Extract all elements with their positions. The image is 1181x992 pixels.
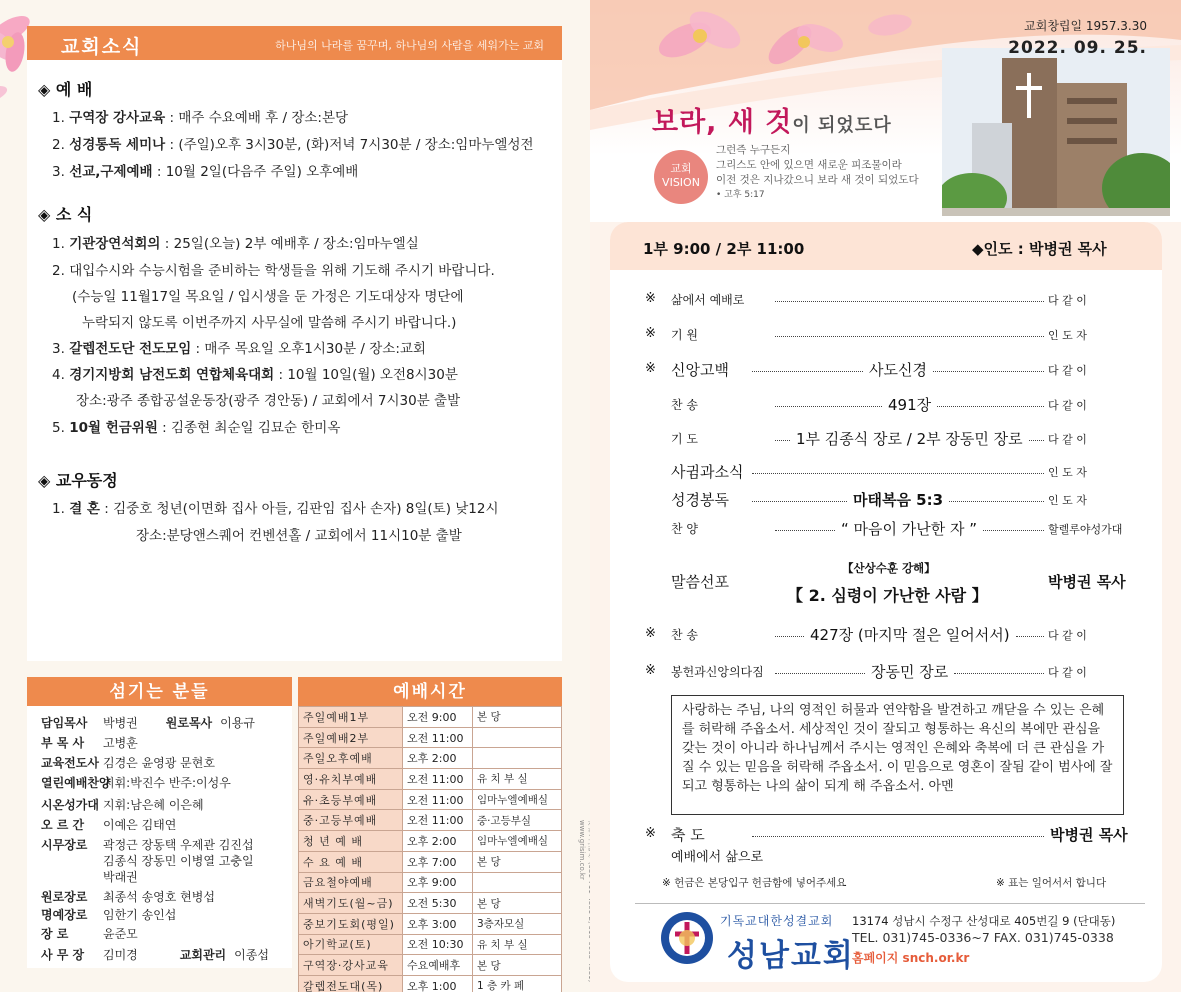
order-item-label: 찬 송 bbox=[671, 628, 698, 642]
order-item-label: 삶에서 예배로 bbox=[671, 293, 745, 307]
staff-role: 열린예배찬양 bbox=[41, 776, 111, 790]
service-time: 오전 11:00 bbox=[403, 727, 473, 748]
staff-row bbox=[41, 836, 254, 853]
denomination: 기독교대한성결교회 bbox=[720, 914, 834, 928]
service-name: 영·유치부예배 bbox=[299, 769, 403, 790]
staff-row bbox=[41, 734, 138, 751]
staff-row bbox=[41, 906, 176, 923]
order-item-content: 장동민 장로 bbox=[871, 663, 949, 681]
times-row bbox=[299, 934, 562, 955]
news-item: 1. 기관장연석회의 : 25일(오늘) 2부 예배후 / 장소:임마누엘실 bbox=[52, 236, 419, 252]
staff-names: 김종식 장동민 이병열 고충일 bbox=[103, 854, 254, 868]
service-name: 갈렙전도대(목) bbox=[299, 975, 403, 992]
service-time: 오전 11:00 bbox=[403, 789, 473, 810]
benediction-sub: 예배에서 삶으로 bbox=[671, 850, 764, 865]
staff-role: 시무장로 bbox=[41, 838, 88, 852]
staff-names: 이예은 김태연 bbox=[103, 818, 177, 832]
staff-names: 임한기 송인섭 bbox=[103, 908, 177, 922]
order-item-content: 1부 김종식 장로 / 2부 장동민 장로 bbox=[796, 430, 1023, 448]
service-place bbox=[473, 748, 562, 769]
staff-box bbox=[27, 706, 292, 968]
print-credit: www.grisim.co.kr bbox=[578, 820, 586, 880]
order-item-content: 마태복음 5:3 bbox=[853, 491, 944, 509]
church-name: 성남교회 bbox=[727, 938, 855, 974]
times-row bbox=[299, 810, 562, 831]
sermon-series: 【산상수훈 강해】 bbox=[842, 561, 936, 575]
staff-row bbox=[41, 868, 138, 885]
dot-leader bbox=[775, 336, 1044, 337]
service-place: 임마누엘예배실 bbox=[473, 789, 562, 810]
staff-role: 시온성가대 bbox=[41, 798, 99, 812]
service-time: 오전 11:00 bbox=[403, 769, 473, 790]
service-name: 유·초등부예배 bbox=[299, 789, 403, 810]
stand-marker: ※ bbox=[645, 626, 656, 641]
service-name: 구역장·강사교육 bbox=[299, 955, 403, 976]
staff-names: 이용규 bbox=[220, 716, 255, 730]
times-row bbox=[299, 851, 562, 872]
news-heading: ◈ 소 식 bbox=[38, 205, 93, 224]
service-time: 오후 2:00 bbox=[403, 831, 473, 852]
dot-leader bbox=[775, 440, 790, 441]
dot-leader bbox=[775, 530, 835, 531]
times-row bbox=[299, 789, 562, 810]
service-time: 수요예배후 bbox=[403, 955, 473, 976]
dot-leader bbox=[752, 836, 1044, 837]
dot-leader bbox=[752, 501, 847, 502]
service-time: 1부 9:00 / 2부 11:00 bbox=[643, 240, 805, 258]
order-item-label: 사귐과소식 bbox=[671, 463, 744, 481]
staff-row bbox=[41, 816, 176, 833]
times-row bbox=[299, 893, 562, 914]
prayer-box: 사랑하는 주님, 나의 영적인 허물과 연약함을 발견하고 깨닫을 수 있는 은혜를 허락해 주옵소서. 세상적인 것이 잘되고 형통하는 욕신의 복에만 관심을 갖는 것이 아니라 하나님께서 주시는 영적인 은혜와 축복에 더 큰 관심을 가질 수 있는 믿음을 허락해 주옵소서. 이 믿음으로 영혼이 잘됨 같이 범사에 잘되고 형통하는 나의 삶이 되게 해 주옵소서. 아멘 bbox=[671, 695, 1124, 815]
staff-row bbox=[41, 774, 231, 791]
service-place: 본 당 bbox=[473, 955, 562, 976]
worship-item: 3. 선교,구제예배 : 10월 2일(다음주 주일) 오후예배 bbox=[52, 164, 359, 180]
order-item-leader: 인 도 자 bbox=[1048, 329, 1087, 342]
sermon-preacher: 박병권 목사 bbox=[1048, 573, 1126, 591]
bulletin-date: 2022. 09. 25. bbox=[1008, 38, 1147, 58]
sermon-label: 말씀선포 bbox=[671, 573, 729, 591]
church-homepage[interactable]: 홈페이지 snch.or.kr bbox=[852, 951, 970, 965]
service-time: 오후 2:00 bbox=[403, 748, 473, 769]
service-place: 본 당 bbox=[473, 851, 562, 872]
fellow-item: 장소:분당앤스퀘어 컨벤션홀 / 교회에서 11시10분 출발 bbox=[136, 528, 462, 544]
service-time: 오후 7:00 bbox=[403, 851, 473, 872]
order-item-label: 신앙고백 bbox=[671, 361, 729, 379]
times-header: 예배시간 bbox=[298, 677, 562, 707]
service-time: 오전 9:00 bbox=[403, 707, 473, 728]
dot-leader bbox=[775, 301, 1044, 302]
news-item: 5. 10월 헌금위원 : 김종현 최순일 김묘순 한미옥 bbox=[52, 420, 341, 436]
dot-leader bbox=[1029, 440, 1044, 441]
service-time: 오전 10:30 bbox=[403, 934, 473, 955]
dot-leader bbox=[1016, 636, 1044, 637]
order-item-leader: 인 도 자 bbox=[1048, 466, 1087, 479]
stand-marker: ※ bbox=[645, 663, 656, 678]
times-row bbox=[299, 872, 562, 893]
service-name: 청 년 예 배 bbox=[299, 831, 403, 852]
order-item-content: 사도신경 bbox=[869, 361, 927, 379]
service-time: 오후 3:00 bbox=[403, 913, 473, 934]
staff-role: 교육전도사 bbox=[41, 756, 99, 770]
times-row bbox=[299, 831, 562, 852]
staff-names: 박병권 bbox=[103, 716, 138, 730]
news-header bbox=[27, 26, 562, 60]
church-phone: TEL. 031)745-0336~7 FAX. 031)745-0338 bbox=[852, 930, 1114, 945]
times-row bbox=[299, 707, 562, 728]
stand-marker: ※ bbox=[645, 326, 656, 341]
worship-item: 1. 구역장 강사교육 : 매주 수요예배 후 / 장소:본당 bbox=[52, 110, 349, 126]
service-place: 본 당 bbox=[473, 707, 562, 728]
order-item-leader: 다 같 이 bbox=[1048, 666, 1087, 679]
staff-names: 이종섭 bbox=[234, 948, 269, 962]
fellow-item: 1. 결 혼 : 김중호 청년(이면화 집사 아들, 김판임 집사 손자) 8일(토) 낮12시 bbox=[52, 501, 499, 517]
staff-header: 섬기는 분들 bbox=[27, 677, 292, 707]
dot-leader bbox=[983, 530, 1044, 531]
news-item: (수능일 11월17일 목요일 / 입시생을 둔 가정은 기도대상자 명단에 bbox=[72, 289, 464, 305]
service-name: 주일예배2부 bbox=[299, 727, 403, 748]
times-row bbox=[299, 975, 562, 992]
staff-role: 원로목사 bbox=[165, 716, 213, 730]
staff-role: 오 르 간 bbox=[41, 818, 85, 832]
staff-role: 장 로 bbox=[41, 927, 69, 941]
vision-badge: 교회 VISION bbox=[654, 150, 708, 204]
staff-names: 최종석 송영호 현병섭 bbox=[103, 890, 215, 904]
order-item-leader: 다 같 이 bbox=[1048, 399, 1087, 412]
established-date: 교회창립일 1957.3.30 bbox=[1024, 19, 1147, 33]
news-item: 4. 경기지방회 남전도회 연합체육대회 : 10월 10일(월) 오전8시30분 bbox=[52, 367, 458, 383]
dot-leader bbox=[752, 371, 863, 372]
worship-times-table bbox=[298, 706, 562, 992]
staff-names: 지휘:박진수 반주:이성우 bbox=[103, 776, 231, 790]
service-name: 아기학교(토) bbox=[299, 934, 403, 955]
order-item-label: 기 원 bbox=[671, 328, 698, 342]
service-time: 오전 5:30 bbox=[403, 893, 473, 914]
news-item: 장소:광주 종합공설운동장(광주 경안동) / 교회에서 7시30분 출발 bbox=[76, 393, 461, 409]
service-place: 유 치 부 실 bbox=[473, 934, 562, 955]
times-row bbox=[299, 913, 562, 934]
church-building-image bbox=[942, 48, 1170, 216]
staff-row bbox=[41, 714, 255, 731]
times-row bbox=[299, 727, 562, 748]
order-item-label: 기 도 bbox=[671, 432, 698, 446]
staff-names: 김경은 윤영광 문현호 bbox=[103, 756, 215, 770]
church-logo-icon bbox=[656, 910, 718, 966]
dot-leader bbox=[937, 406, 1044, 407]
staff-role: 명예장로 bbox=[41, 908, 88, 922]
worship-heading: ◈ 예 배 bbox=[38, 80, 93, 99]
service-place: 1 층 카 페 bbox=[473, 975, 562, 992]
staff-row bbox=[41, 852, 254, 869]
stand-marker: ※ bbox=[645, 291, 656, 306]
service-time: 오후 1:00 bbox=[403, 975, 473, 992]
fellow-heading: ◈ 교우동정 bbox=[38, 471, 118, 490]
staff-role: 부 목 사 bbox=[41, 736, 85, 750]
staff-role: 교회관리 bbox=[179, 948, 227, 962]
service-time: 오전 11:00 bbox=[403, 810, 473, 831]
times-row bbox=[299, 769, 562, 790]
news-item: 누락되지 않도록 이번주까지 사무실에 말씀해 주시기 바랍니다.) bbox=[82, 315, 457, 331]
service-place: 유 치 부 실 bbox=[473, 769, 562, 790]
service-name: 수 요 예 배 bbox=[299, 851, 403, 872]
news-title: 교회소식 bbox=[61, 36, 143, 58]
order-item-label: 찬 송 bbox=[671, 398, 698, 412]
service-place: 3층자모실 bbox=[473, 913, 562, 934]
staff-role: 담임목사 bbox=[41, 716, 88, 730]
staff-row bbox=[41, 796, 204, 813]
service-place bbox=[473, 727, 562, 748]
service-place: 중·고등부실 bbox=[473, 810, 562, 831]
service-name: 주일오후예배 bbox=[299, 748, 403, 769]
staff-names: 고병훈 bbox=[103, 736, 138, 750]
order-item-label: 찬 양 bbox=[671, 522, 698, 536]
dot-leader bbox=[752, 473, 1044, 474]
dot-leader bbox=[775, 636, 804, 637]
staff-row bbox=[41, 925, 138, 942]
order-item-leader: 할렐루야성가대 bbox=[1048, 523, 1123, 536]
offering-note: ※ 헌금은 본당입구 헌금함에 넣어주세요 bbox=[662, 877, 847, 889]
staff-names: 윤준모 bbox=[103, 927, 138, 941]
order-item-leader: 다 같 이 bbox=[1048, 433, 1087, 446]
service-name: 중·고등부예배 bbox=[299, 810, 403, 831]
staff-row bbox=[41, 754, 215, 771]
benediction-leader: 박병권 목사 bbox=[1050, 826, 1128, 844]
benediction-label: 축 도 bbox=[671, 826, 705, 844]
stand-marker: ※ bbox=[645, 826, 656, 841]
sermon-title: 【 2. 심령이 가난한 사람 】 bbox=[787, 586, 988, 605]
service-time: 오후 9:00 bbox=[403, 872, 473, 893]
staff-names: 김미경 bbox=[103, 948, 138, 962]
church-address: 13174 성남시 수정구 산성대로 405번길 9 (단대동) bbox=[852, 914, 1116, 928]
service-name: 새벽기도(월~금) bbox=[299, 893, 403, 914]
service-place: 임마누엘예배실 bbox=[473, 831, 562, 852]
order-item-leader: 다 같 이 bbox=[1048, 364, 1087, 377]
order-item-content: 491장 bbox=[888, 396, 932, 414]
stand-note: ※ 표는 일어서서 합니다 bbox=[996, 877, 1107, 889]
staff-role: 사 무 장 bbox=[41, 948, 85, 962]
staff-names: 지휘:남은혜 이은혜 bbox=[103, 798, 204, 812]
service-name: 주일예배1부 bbox=[299, 707, 403, 728]
news-subtitle: 하나님의 나라를 꿈꾸며, 하나님의 사람을 세워가는 교회 bbox=[275, 39, 544, 52]
dot-leader bbox=[933, 371, 1044, 372]
times-row bbox=[299, 748, 562, 769]
order-item-content: 427장 (마지막 절은 일어서서) bbox=[810, 626, 1010, 644]
vision-verse: 그런즉 누구든지 그리스도 안에 있으면 새로운 피조물이라 이전 것은 지나갔으니 보라 새 것이 되었도다 • 고후 5:17 bbox=[716, 144, 919, 200]
service-place bbox=[473, 872, 562, 893]
news-item: 2. 대입수시와 수능시험을 준비하는 학생들을 위해 기도해 주시기 바랍니다. bbox=[52, 263, 495, 279]
dot-leader bbox=[775, 406, 882, 407]
service-leader: ◆인도 : 박병권 목사 bbox=[972, 240, 1107, 258]
dot-leader bbox=[775, 673, 865, 674]
order-item-content: “ 마음이 가난한 자 ” bbox=[841, 520, 978, 538]
news-item: 3. 갈렙전도단 전도모임 : 매주 목요일 오후1시30분 / 장소:교회 bbox=[52, 341, 426, 357]
stand-marker: ※ bbox=[645, 361, 656, 376]
church-motto: 보라, 새 것이 되었도다 bbox=[652, 107, 892, 138]
order-item-label: 성경봉독 bbox=[671, 491, 729, 509]
worship-item: 2. 성경통독 세미나 : (주일)오후 3시30분, (화)저녁 7시30분 / 장소:임마누엘성전 bbox=[52, 137, 534, 153]
staff-row bbox=[41, 888, 215, 905]
service-name: 중보기도회(평일) bbox=[299, 913, 403, 934]
service-place: 본 당 bbox=[473, 893, 562, 914]
dot-leader bbox=[954, 673, 1044, 674]
staff-row bbox=[41, 946, 269, 963]
order-item-leader: 다 같 이 bbox=[1048, 629, 1087, 642]
order-item-label: 봉헌과신앙의다짐 bbox=[671, 665, 764, 679]
service-name: 금요철야예배 bbox=[299, 872, 403, 893]
order-item-leader: 다 같 이 bbox=[1048, 294, 1087, 307]
staff-names: 곽정근 장동택 우제관 김진섭 bbox=[103, 838, 254, 852]
staff-names: 박래권 bbox=[103, 870, 138, 884]
order-item-leader: 인 도 자 bbox=[1048, 494, 1087, 507]
staff-role: 원로장로 bbox=[41, 890, 88, 904]
times-row bbox=[299, 955, 562, 976]
dot-leader bbox=[949, 501, 1044, 502]
